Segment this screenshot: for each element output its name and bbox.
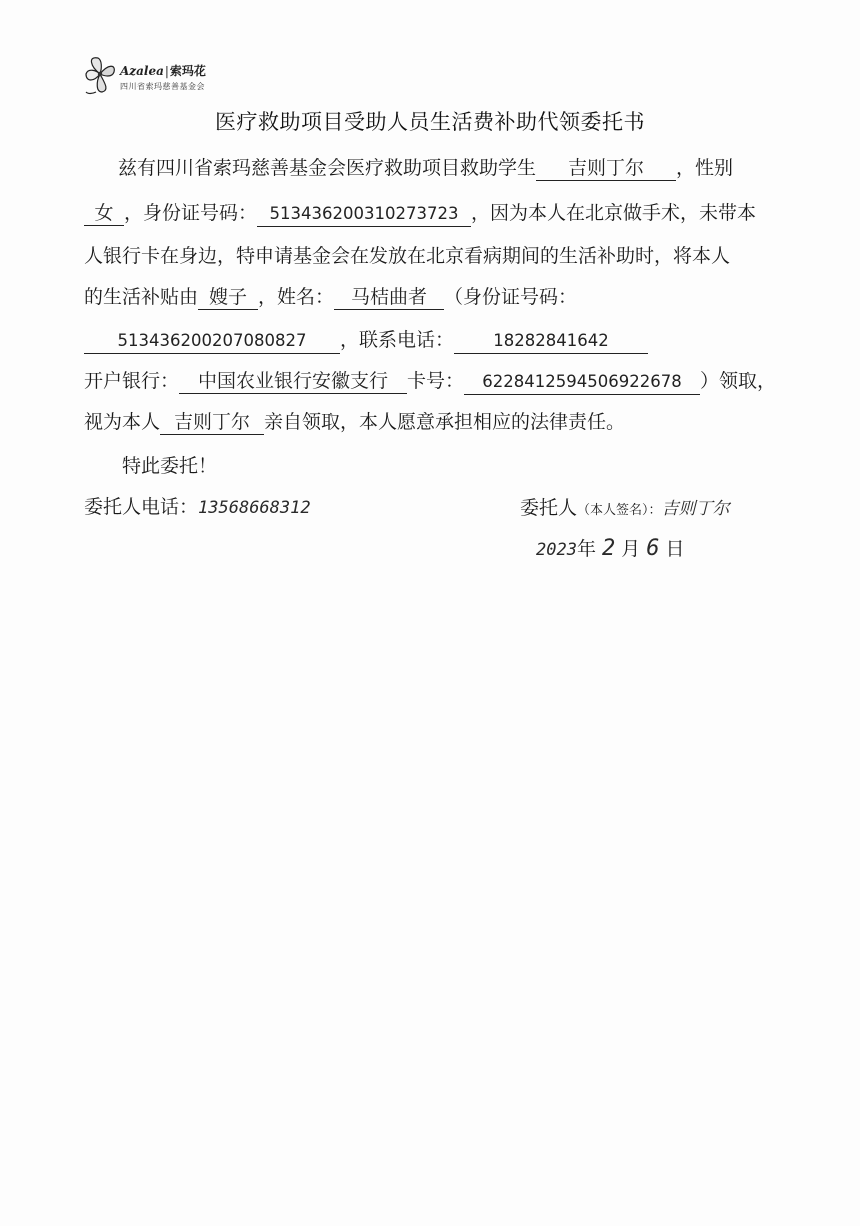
text-segment: （身份证号码： <box>444 286 578 308</box>
logo-subtitle: 四川省索玛慈善基金会 <box>120 82 205 91</box>
closing-text: 特此委托！ <box>122 455 218 477</box>
text-segment: ）领取， <box>700 370 777 392</box>
student-id-field: 513436200310273723 <box>257 202 471 227</box>
agent-name-field: 马桔曲者 <box>334 285 444 310</box>
text-segment: 的生活补贴由 <box>84 286 199 308</box>
year-label: 年 <box>576 538 596 560</box>
relation-field: 嫂子 <box>198 285 258 310</box>
card-number-field: 6228412594506922678 <box>464 370 700 395</box>
text-segment: ，身份证号码： <box>124 202 258 224</box>
agent-phone-field: 18282841642 <box>454 329 648 354</box>
paragraph-line-2 <box>84 199 756 227</box>
text-segment: ，联系电话： <box>340 329 455 351</box>
foundation-logo <box>82 52 252 96</box>
text-segment: 卡号： <box>407 370 465 392</box>
text-segment: 兹有四川省索玛慈善基金会医疗救助项目救助学生 <box>118 157 537 179</box>
agent-id-field: 513436200207080827 <box>84 329 340 354</box>
text-segment: 亲自领取，本人愿意承担相应的法律责任。 <box>264 411 626 433</box>
text-segment: 视为本人 <box>84 411 161 433</box>
day-label: 日 <box>665 538 685 560</box>
signer-note: （本人签名）： <box>577 503 662 518</box>
text-segment: 开户银行： <box>84 370 180 392</box>
principal-phone-line <box>84 493 311 522</box>
date-line <box>536 535 685 564</box>
signer-line <box>520 494 730 525</box>
phone-label: 委托人电话： <box>84 496 199 518</box>
gender-field: 女 <box>84 201 124 226</box>
date-month: 2 <box>601 536 616 561</box>
text-segment: ，因为本人在北京做手术，未带本 <box>471 202 757 224</box>
date-year: 2023 <box>536 540 577 560</box>
paragraph-line-4 <box>84 283 577 311</box>
principal-name-field: 吉则丁尔 <box>160 410 264 435</box>
month-label: 月 <box>621 538 641 560</box>
paragraph-line-1 <box>118 154 733 182</box>
principal-phone-handwritten: 13568668312 <box>198 498 311 518</box>
paragraph-line-3: 人银行卡在身边，特申请基金会在发放在北京看病期间的生活补助时，将本人 <box>84 245 731 267</box>
signer-label: 委托人 <box>520 497 578 519</box>
student-name-field: 吉则丁尔 <box>536 156 676 181</box>
paragraph-line-5 <box>84 326 648 354</box>
text-segment: ，性别 <box>676 157 734 179</box>
logo-brand-text: Azalea|索玛花 <box>120 64 206 78</box>
paragraph-line-7 <box>84 408 625 436</box>
text-segment: ，姓名： <box>258 286 335 308</box>
bank-name-field: 中国农业银行安徽支行 <box>179 369 407 394</box>
document-title: 医疗救助项目受助人员生活费补助代领委托书 <box>215 110 645 134</box>
signature-handwritten: 吉则丁尔 <box>661 499 730 519</box>
paragraph-line-6 <box>84 367 776 395</box>
azalea-flower-icon <box>82 52 118 96</box>
date-day: 6 <box>646 536 660 561</box>
